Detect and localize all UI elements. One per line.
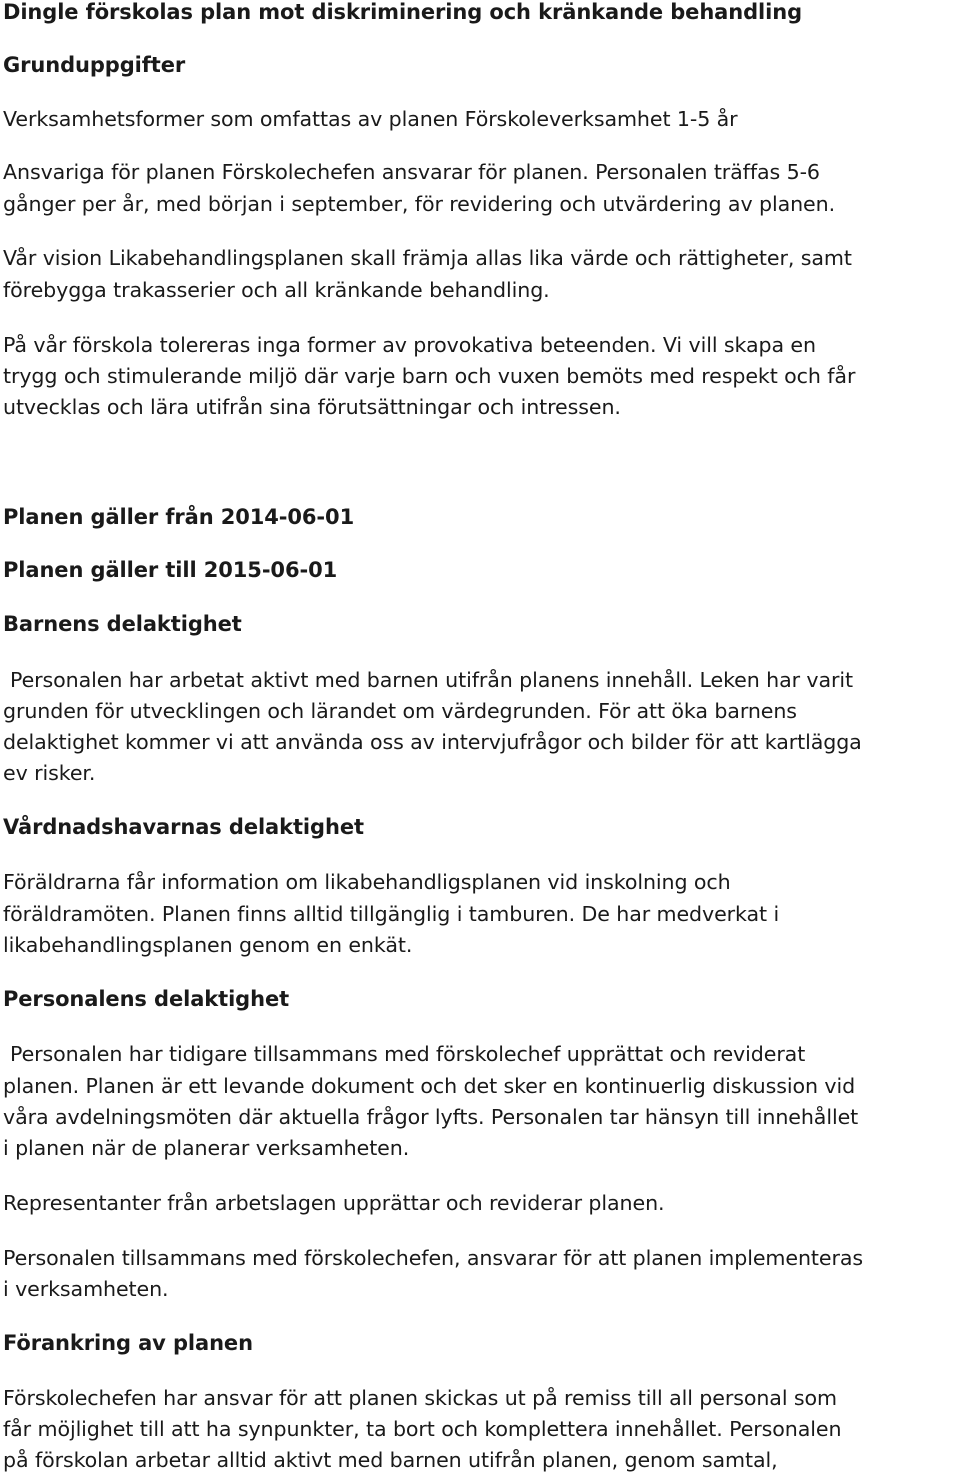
- guardians-paragraph-line: Föräldrarna får information om likabehandligsplanen vid inskolning och: [3, 870, 731, 894]
- anchoring-paragraph-line: får möjlighet till att ha synpunkter, ta bort och komplettera innehållet. Personalen: [3, 1417, 842, 1441]
- paragraph-ansvariga-line: Ansvariga för planen Förskolechefen ansvarar för planen. Personalen träffas 5-6: [3, 160, 820, 184]
- anchoring-paragraph-line: på förskolan arbetar alltid aktivt med barnen utifrån planen, genom samtal,: [3, 1448, 778, 1472]
- paragraph-forskola-line: På vår förskola tolereras inga former av provokativa beteenden. Vi vill skapa en: [3, 333, 816, 357]
- staff-paragraph-line: i planen när de planerar verksamheten.: [3, 1136, 410, 1160]
- children-paragraph-line: delaktighet kommer vi att använda oss av intervjufrågor och bilder för att kartlägga: [3, 730, 862, 754]
- paragraph-ansvariga-line: gånger per år, med början i september, för revidering och utvärdering av planen.: [3, 192, 836, 216]
- staff-paragraph-line: Personalen har tidigare tillsammans med förskolechef upprättat och reviderat: [10, 1042, 806, 1066]
- document-title: Dingle förskolas plan mot diskriminering och kränkande behandling: [3, 0, 802, 24]
- paragraph-vision-line: förebygga trakasserier och all kränkande behandling.: [3, 278, 550, 302]
- staff-implementation-line: i verksamheten.: [3, 1277, 169, 1301]
- anchoring-paragraph-line: Förskolechefen har ansvar för att planen skickas ut på remiss till all personal som: [3, 1386, 837, 1410]
- guardians-paragraph-line: likabehandlingsplanen genom en enkät.: [3, 933, 413, 957]
- section-heading-basics: Grunduppgifter: [3, 53, 186, 77]
- staff-implementation-line: Personalen tillsammans med förskolechefen, ansvarar för att planen implementeras: [3, 1246, 863, 1270]
- valid-from-heading: Planen gäller från 2014-06-01: [3, 505, 355, 529]
- guardians-paragraph-line: föräldramöten. Planen finns alltid tillgänglig i tamburen. De har medverkat i: [3, 902, 780, 926]
- staff-paragraph-line: våra avdelningsmöten där aktuella frågor lyfts. Personalen tar hänsyn till innehållet: [3, 1105, 859, 1129]
- children-paragraph-line: ev risker.: [3, 761, 96, 785]
- children-paragraph-line: Personalen har arbetat aktivt med barnen utifrån planens innehåll. Leken har varit: [10, 668, 854, 692]
- section-heading-staff: Personalens delaktighet: [3, 987, 290, 1011]
- valid-to-heading: Planen gäller till 2015-06-01: [3, 558, 338, 582]
- staff-paragraph-line: planen. Planen är ett levande dokument och det sker en kontinuerlig diskussion vid: [3, 1074, 856, 1098]
- paragraph-forskola-line: trygg och stimulerande miljö där varje barn och vuxen bemöts med respekt och får: [3, 364, 856, 388]
- paragraph-forskola-line: utvecklas och lära utifrån sina förutsättningar och intressen.: [3, 395, 621, 419]
- section-heading-anchoring: Förankring av planen: [3, 1331, 253, 1355]
- section-heading-guardians: Vårdnadshavarnas delaktighet: [3, 815, 364, 839]
- staff-representatives-paragraph: Representanter från arbetslagen upprättar och reviderar planen.: [3, 1191, 665, 1215]
- paragraph-verksamhet: Verksamhetsformer som omfattas av planen Förskoleverksamhet 1-5 år: [3, 107, 738, 131]
- section-heading-children: Barnens delaktighet: [3, 612, 242, 636]
- paragraph-vision-line: Vår vision Likabehandlingsplanen skall främja allas lika värde och rättigheter, samt: [3, 246, 852, 270]
- children-paragraph-line: grunden för utvecklingen och lärandet om värdegrunden. För att öka barnens: [3, 699, 797, 723]
